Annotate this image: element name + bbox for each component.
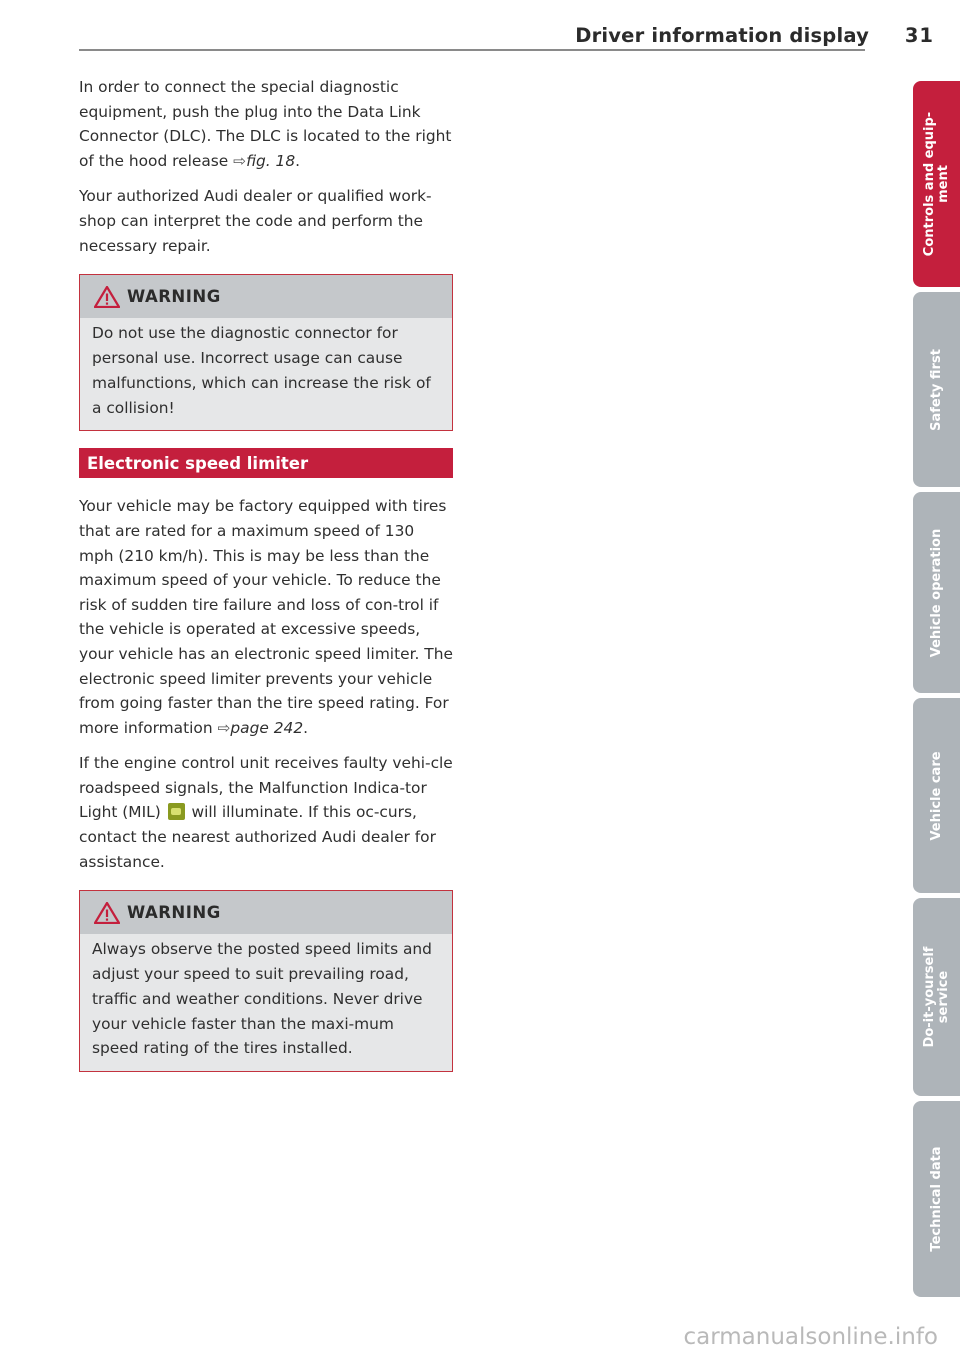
warning-header <box>80 275 452 318</box>
chapter-tab-technical-data[interactable] <box>913 1101 960 1297</box>
chapter-tab-label: Vehicle care <box>928 750 944 841</box>
warning-text: Always observe the posted speed limits and adjust your speed to suit prevailing road, traffic and weather conditions. Never drive your vehicle faster than the maxi-mum speed rating of the tires installed. <box>92 940 432 1058</box>
reference-arrow-icon: ⇨ <box>217 718 231 737</box>
warning-text: Do not use the diagnostic connector for personal use. Incorrect usage can cause malfunctions, which can increase the risk of a collision! <box>92 324 431 417</box>
page-reference-link[interactable]: page 242 <box>230 718 304 737</box>
figure-reference-link[interactable]: fig. 18 <box>246 151 296 170</box>
warning-title: WARNING <box>127 903 221 923</box>
warning-header <box>80 891 452 934</box>
intro-p1-end: . <box>295 151 301 170</box>
chapter-tab-label: Controls and equip- ment <box>921 111 951 257</box>
chapter-tab-safety[interactable] <box>913 292 960 487</box>
section-paragraph-2 <box>79 751 453 874</box>
warning-box-speed <box>79 890 453 1072</box>
section-p1-end: . <box>303 718 309 737</box>
page-number: 31 <box>904 24 934 47</box>
chapter-tab-label: Vehicle operation <box>928 528 944 657</box>
section-p2-after: will illuminate. If this oc-curs, contact the nearest authorized Audi dealer for assistance. <box>79 803 436 871</box>
chapter-tab-controls[interactable] <box>913 81 960 287</box>
warning-title: WARNING <box>127 287 221 307</box>
section-paragraph-1 <box>79 494 453 740</box>
chapter-tab-vehicle-operation[interactable] <box>913 492 960 693</box>
warning-box-diagnostic <box>79 274 453 431</box>
intro-p1-text: In order to connect the special diagnostic equipment, push the plug into the Data Link Connector (DLC). The DLC is located to the right of the hood release <box>79 78 452 170</box>
chapter-tab-label: Do-it-yourself service <box>921 946 951 1048</box>
main-column <box>79 75 453 1089</box>
section-p2-before: If the engine control unit receives faulty vehi-cle roadspeed signals, the Malfunction Indica-tor Light (MIL) <box>79 754 453 822</box>
malfunction-indicator-light-icon <box>168 803 185 820</box>
chapter-tab-label: Safety first <box>928 348 944 431</box>
chapter-tab-vehicle-care[interactable] <box>913 698 960 893</box>
warning-triangle-icon <box>94 286 120 308</box>
warning-triangle-icon <box>94 902 120 924</box>
page-header-title: Driver information display <box>575 24 869 47</box>
intro-paragraph-2: Your authorized Audi dealer or qualified work-shop can interpret the code and perform the necessary repair. <box>79 187 432 255</box>
intro-paragraph-1 <box>79 75 453 173</box>
header-rule <box>79 49 865 51</box>
watermark: carmanualsonline.info <box>683 1324 938 1350</box>
section-p1-text: Your vehicle may be factory equipped with tires that are rated for a maximum speed of 130 mph (210 km/h). This is may be less than the maximum speed of your vehicle. To reduce the risk of sudden tire failure and loss of con-trol if the vehicle is operated at excessive speeds, your vehicle has an electronic speed limiter. The electronic speed limiter prevents your vehicle from going faster than the tire speed rating. For more information <box>79 497 453 737</box>
chapter-tab-do-it-yourself[interactable] <box>913 898 960 1096</box>
section-heading: Electronic speed limiter <box>79 448 453 478</box>
chapter-tab-label: Technical data <box>928 1146 944 1252</box>
reference-arrow-icon: ⇨ <box>233 151 247 170</box>
